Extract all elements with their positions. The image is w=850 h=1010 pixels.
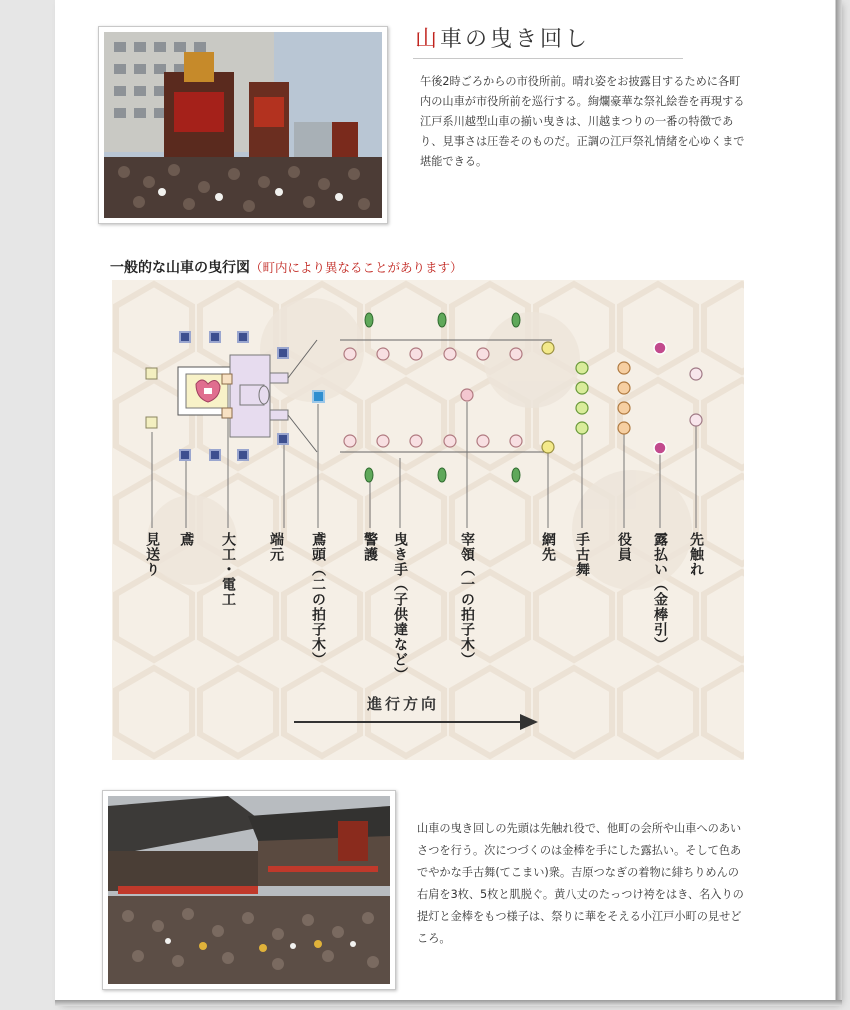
section-title-first-char: 山 [415, 27, 441, 52]
label-miokuri: 見送り [144, 532, 160, 577]
lower-paragraph: 山車の曳き回しの先頭は先触れ役で、他町の会所や山車へのあいさつを行う。次につづくのは金棒を手にした露払い。そして色あでやかな手古舞(てこまい)衆。吉原つなぎの着物に緋ちりめんの右肩を3枚、5枚と肌脱ぐ。黄八丈のたっつけ袴をはき、名入りの提灯と金棒をもつ様子は、祭りに華をそえる小江戸小町の見せどころ。 [417, 822, 744, 945]
diagram-note: （町内により異なることがあります） [250, 260, 463, 275]
section-title [415, 22, 590, 53]
diagram-graphic [112, 280, 744, 760]
label-tekomai: 手古舞 [574, 532, 590, 577]
section-title-rest: 車の曳き回し [440, 27, 591, 52]
bottom-photo-frame [102, 790, 396, 990]
label-hanamoto: 端元 [268, 532, 284, 562]
street-parade-photo [108, 796, 390, 984]
label-tsuyubarai: 露払い（金棒引） [652, 532, 668, 652]
label-hikite: 曳き手（子供達など） [392, 532, 408, 682]
festival-float-photo [104, 32, 382, 218]
procession-diagram [112, 280, 744, 760]
label-tobi: 鳶 [178, 532, 194, 547]
diagram-title-text: 一般的な山車の曳行図 [110, 260, 250, 276]
diagram-title [110, 257, 463, 277]
top-photo-frame [98, 26, 388, 224]
title-divider [413, 58, 683, 59]
label-sakibure: 先触れ [688, 532, 704, 577]
label-daiku: 大工・電工 [220, 532, 236, 607]
page-shadow-right [836, 0, 842, 1000]
page-shadow-bottom [55, 1000, 842, 1006]
sairyo-marker [461, 389, 473, 401]
label-tsunasaki: 網先 [540, 532, 556, 562]
tobigashira-marker [313, 391, 324, 402]
direction-label: 進行方向 [367, 695, 440, 713]
label-sairyo: 宰領（一の拍子木） [459, 532, 475, 667]
label-yakuin: 役員 [616, 532, 632, 562]
label-keigo: 警護 [362, 532, 378, 562]
label-tobigashira: 鳶頭（二の拍子木） [310, 532, 326, 667]
intro-paragraph: 午後2時ごろからの市役所前。晴れ姿をお披露目するために各町内の山車が市役所前を巡行する。絢爛豪華な祭礼絵巻を再現する江戸系川越型山車の揃い曳きは、川越まつりの一番の特徴であり、見事さは圧巻そのものだ。正調の江戸祭礼情緒を心ゆくまで堪能できる。 [420, 75, 745, 168]
